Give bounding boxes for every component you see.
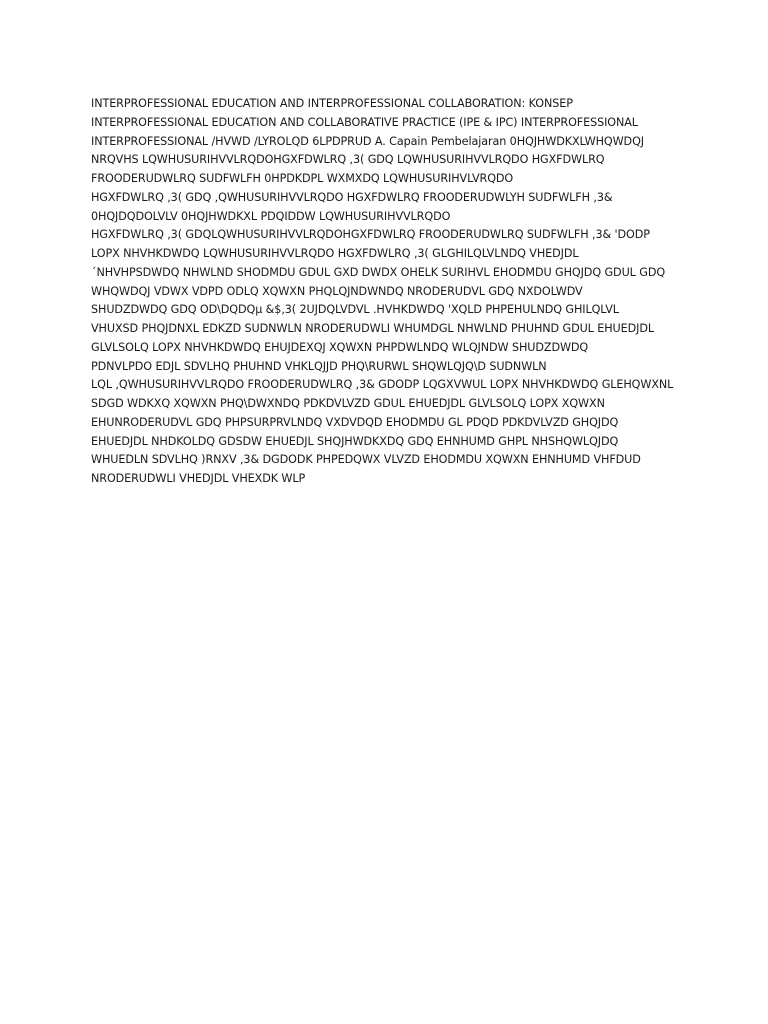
text-line: SDGD WDKXQ XQWXN PHQ\DWXNDQ PDKDVLVZD GDUL EHUEDJDL GLVLSOLQ LOPX XQWXN — [91, 397, 605, 410]
text-line: 0HQJDQDOLVLV 0HQJHWDKXL PDQIDDW LQWHUSURIHVVLRQDO — [91, 209, 451, 223]
text-line: HGXFDWLRQ ,3( GDQLQWHUSURIHVVLRQDOHGXFDWLRQ FROODERUDWLRQ SUDFWLFH ,3& 'DODP — [91, 228, 650, 242]
text-line: ´NHVHPSDWDQ NHWLND SHODMDU GDUL GXD DWDX OHELK SURIHVL EHODMDU GHQJDQ GDUL GDQ — [91, 265, 666, 279]
text-line: INTERPROFESSIONAL /HVWD /LYROLQD 6LPDPRUD A. Capain Pembelajaran 0HQJHWDKXLWHQWDQJ — [91, 134, 644, 148]
text-line: LQL ,QWHUSURIHVVLRQDO FROODERUDWLRQ ,3& GDODP LQGXVWUL LOPX NHVHKDWDQ GLEHQWXNL — [91, 378, 674, 392]
text-line: EHUEDJDL NHDKOLDQ GDSDW EHUEDJL SHQJHWDKXDQ GDQ EHNHUMD GHPL NHSHQWLQJDQ — [91, 434, 619, 448]
text-line: NRQVHS LQWHUSURIHVVLRQDOHGXFDWLRQ ,3( GDQ LQWHUSURIHVVLRQDO HGXFDWLRQ — [91, 153, 605, 167]
text-line: HGXFDWLRQ ,3( GDQ ,QWHUSURIHVVLRQDO HGXFDWLRQ FROODERUDWLYH SUDFWLFH ,3& — [91, 190, 613, 204]
text-line: INTERPROFESSIONAL EDUCATION AND COLLABORATIVE PRACTICE (IPE & IPC) INTERPROFESSIONAL — [91, 115, 638, 129]
text-line: PDNVLPDO EDJL SDVLHQ PHUHND VHKLQJJD PHQ\RURWL SHQWLQJQ\D SUDNWLN — [91, 359, 547, 373]
text-line: NRODERUDWLI VHEDJDL VHEXDK WLP — [91, 472, 306, 485]
text-line: FROODERUDWLRQ SUDFWLFH 0HPDKDPL WXMXDQ LQWHUSURIHVLVRQDO — [91, 172, 514, 185]
document-body — [91, 95, 691, 489]
text-line: LOPX NHVHKDWDQ LQWHUSURIHVVLRQDO HGXFDWLRQ ,3( GLGHILQLVLNDQ VHEDJDL — [91, 247, 579, 260]
text-line: WHQWDQJ VDWX VDPD ODLQ XQWXN PHQLQJNDWNDQ NRODERUDVL GDQ NXDOLWDV — [91, 284, 583, 298]
text-line: SHUDZDWDQ GDQ OD\DQDQµ &$,3( 2UJDQLVDVL .HVHKDWDQ 'XQLD PHPEHULNDQ GHILQLVL — [91, 303, 619, 317]
text-line: INTERPROFESSIONAL EDUCATION AND INTERPROFESSIONAL COLLABORATION: KONSEP — [91, 97, 573, 110]
text-line: VHUXSD PHQJDNXL EDKZD SUDNWLN NRODERUDWLI WHUMDGL NHWLND PHUHND GDUL EHUEDJDL — [91, 322, 654, 335]
text-line: GLVLSOLQ LOPX NHVHKDWDQ EHUJDEXQJ XQWXN PHPDWLNDQ WLQJNDW SHUDZDWDQ — [91, 340, 589, 354]
text-line: EHUNRODERUDVL GDQ PHPSURPRVLNDQ VXDVDQD EHODMDU GL PDQD PDKDVLVZD GHQJDQ — [91, 415, 619, 429]
text-line: WHUEDLN SDVLHQ )RNXV ,3& DGDODK PHPEDQWX VLVZD EHODMDU XQWXN EHNHUMD VHFDUD — [91, 453, 641, 467]
